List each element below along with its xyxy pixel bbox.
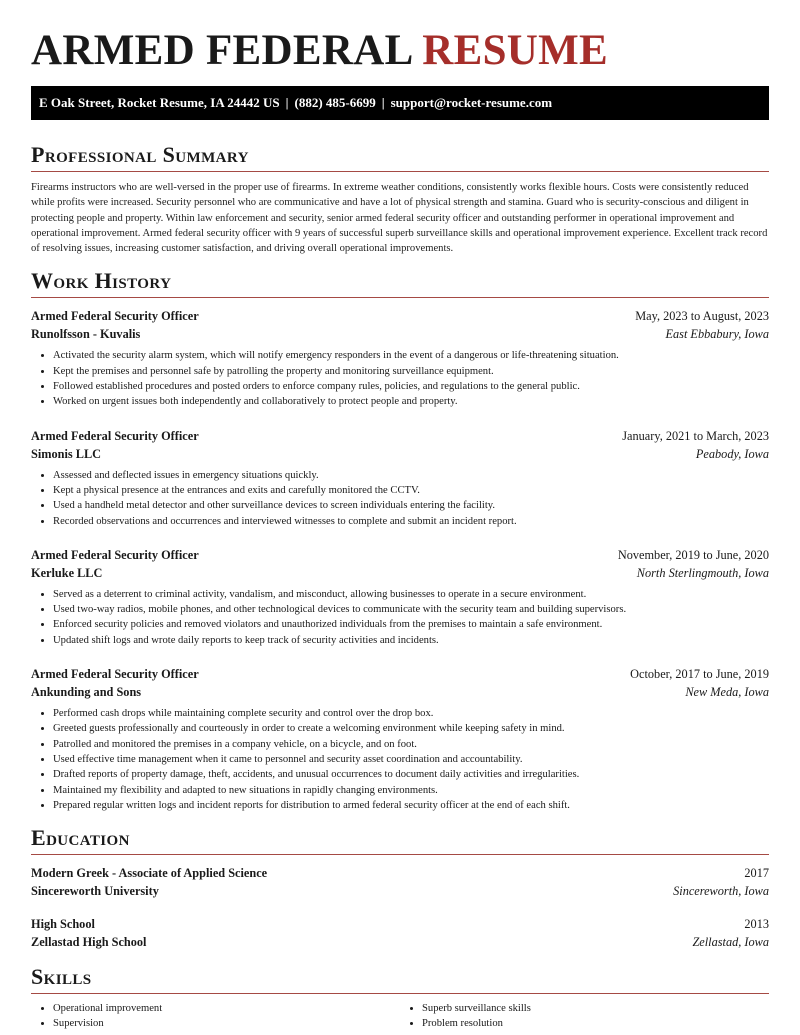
education-year: 2013 (744, 917, 769, 932)
job-dates: October, 2017 to June, 2019 (630, 667, 769, 682)
job-bullets (31, 706, 769, 813)
job-company: Kerluke LLC (31, 565, 103, 580)
contact-separator: | (381, 95, 385, 110)
contact-phone[interactable]: (882) 485-6699 (294, 95, 376, 110)
job-dates: January, 2021 to March, 2023 (622, 428, 769, 443)
skill-item: • Operational improvement (53, 1001, 400, 1016)
skills-section (31, 964, 769, 1032)
education-degree: Modern Greek - Associate of Applied Science (31, 866, 268, 881)
job-entry (31, 546, 769, 648)
summary-text: Firearms instructors who are well-versed in the proper use of firearms. In extreme weather conditions, consistently works flexible hours. Costs were consistently reduced while profits were increased. Security personnel who are communicative and have a lot of physical strength and stamina. Guard who is security-conscious and diligent in protecting people and property. Within law enforcement and security, senior armed federal security officer and outstanding performer in operational improvement and operational improvement. Armed federal security officer with 9 years of successful superb surveillance skills and operational improvement experience. Excellent track record of resolving issues, increasing customer satisfaction, and driving overall operational improvements. (31, 182, 768, 255)
education-entry (31, 864, 769, 900)
education-location: Zellastad, Iowa (692, 935, 769, 950)
job-bullet: • Activated the security alarm system, which will notify emergency responders in the event of a dangerous or life-threatening situation. (53, 348, 769, 363)
job-title: Armed Federal Security Officer (31, 309, 199, 324)
job-bullet: • Served as a deterrent to criminal activity, vandalism, and misconduct, allowing businesses to operate in a secure environment. (53, 587, 769, 602)
job-dates: November, 2019 to June, 2020 (617, 547, 769, 562)
job-bullet: • Assessed and deflected issues in emergency situations quickly. (53, 468, 769, 483)
summary-section (31, 142, 769, 256)
job-location: Peabody, Iowa (695, 446, 769, 461)
job-bullets (31, 348, 769, 409)
job-bullet: • Followed established procedures and posted orders to enforce company rules, policies, and regulations to the general public. (53, 379, 769, 394)
job-bullet: • Used two-way radios, mobile phones, and other technological devices to communicate with the security team and building supervisors. (53, 602, 769, 617)
skill-item: • Problem resolution (422, 1016, 769, 1031)
education-location: Sincereworth, Iowa (673, 884, 769, 899)
job-bullet: • Enforced security policies and removed violators and unauthorized individuals from the premises to maintain a safe environment. (53, 617, 769, 632)
education-section (31, 825, 769, 951)
education-school: Sincereworth University (31, 884, 159, 899)
contact-email[interactable]: support@rocket-resume.com (390, 95, 553, 110)
job-title: Armed Federal Security Officer (31, 547, 199, 562)
job-company: Ankunding and Sons (31, 685, 142, 700)
job-location: New Meda, Iowa (685, 685, 769, 700)
job-company: Runolfsson - Kuvalis (31, 327, 141, 342)
contact-bar (31, 86, 769, 120)
skills-heading: Skills (31, 964, 769, 994)
job-location: North Sterlingmouth, Iowa (636, 565, 769, 580)
job-company: Simonis LLC (31, 446, 102, 461)
job-title: Armed Federal Security Officer (31, 428, 199, 443)
education-degree: High School (31, 917, 95, 932)
job-bullet: • Recorded observations and occurrences and interviewed witnesses to complete and submit an incident report. (53, 514, 769, 529)
education-year: 2017 (744, 866, 769, 881)
job-bullet: • Kept a physical presence at the entrances and exits and carefully monitored the CCTV. (53, 483, 769, 498)
education-heading: Education (31, 825, 769, 855)
job-entry (31, 665, 769, 813)
job-bullets (31, 587, 769, 648)
work-heading: Work History (31, 268, 769, 298)
education-entry (31, 915, 769, 951)
job-bullet: • Kept the premises and personnel safe by patrolling the property and monitoring surveillance equipment. (53, 364, 769, 379)
skills-left-list (31, 1001, 400, 1032)
job-bullet: • Worked on urgent issues both independently and collaboratively to protect people and property. (53, 394, 769, 409)
job-bullet: • Prepared regular written logs and incident reports for distribution to armed federal security officer at the end of each shift. (53, 798, 769, 813)
job-dates: May, 2023 to August, 2023 (635, 309, 769, 324)
work-section (31, 268, 769, 813)
job-location: East Ebbabury, Iowa (665, 327, 769, 342)
job-entry (31, 307, 769, 409)
title-main: ARMED FEDERAL (31, 27, 412, 74)
job-bullets (31, 468, 769, 529)
skill-item: • Superb surveillance skills (422, 1001, 769, 1016)
education-school: Zellastad High School (31, 935, 147, 950)
job-bullet: • Greeted guests professionally and courteously in order to create a welcoming environment while keeping safety in mind. (53, 721, 769, 736)
contact-address: E Oak Street, Rocket Resume, IA 24442 US (39, 95, 280, 110)
title-accent: RESUME (422, 27, 609, 74)
job-bullet: • Drafted reports of property damage, theft, accidents, and unusual occurrences to document daily activities and irregularities. (53, 767, 769, 782)
job-bullet: • Used a handheld metal detector and other surveillance devices to screen individuals entering the facility. (53, 498, 769, 513)
summary-heading: Professional Summary (31, 142, 769, 172)
job-title: Armed Federal Security Officer (31, 667, 199, 682)
job-bullet: • Patrolled and monitored the premises in a company vehicle, on a bicycle, and on foot. (53, 737, 769, 752)
job-entry (31, 427, 769, 529)
job-bullet: • Performed cash drops while maintaining complete security and control over the drop box. (53, 706, 769, 721)
skills-right-list (400, 1001, 769, 1032)
contact-separator: | (285, 95, 289, 110)
job-bullet: • Maintained my flexibility and adapted to new situations in rapidly changing environments. (53, 783, 769, 798)
resume-title (31, 0, 769, 78)
job-bullet: • Used effective time management when it came to personnel and security asset coordination and accountability. (53, 752, 769, 767)
job-bullet: • Updated shift logs and wrote daily reports to keep track of security activities and incidents. (53, 633, 769, 648)
skill-item: • Supervision (53, 1016, 400, 1031)
skills-columns (31, 1001, 769, 1032)
